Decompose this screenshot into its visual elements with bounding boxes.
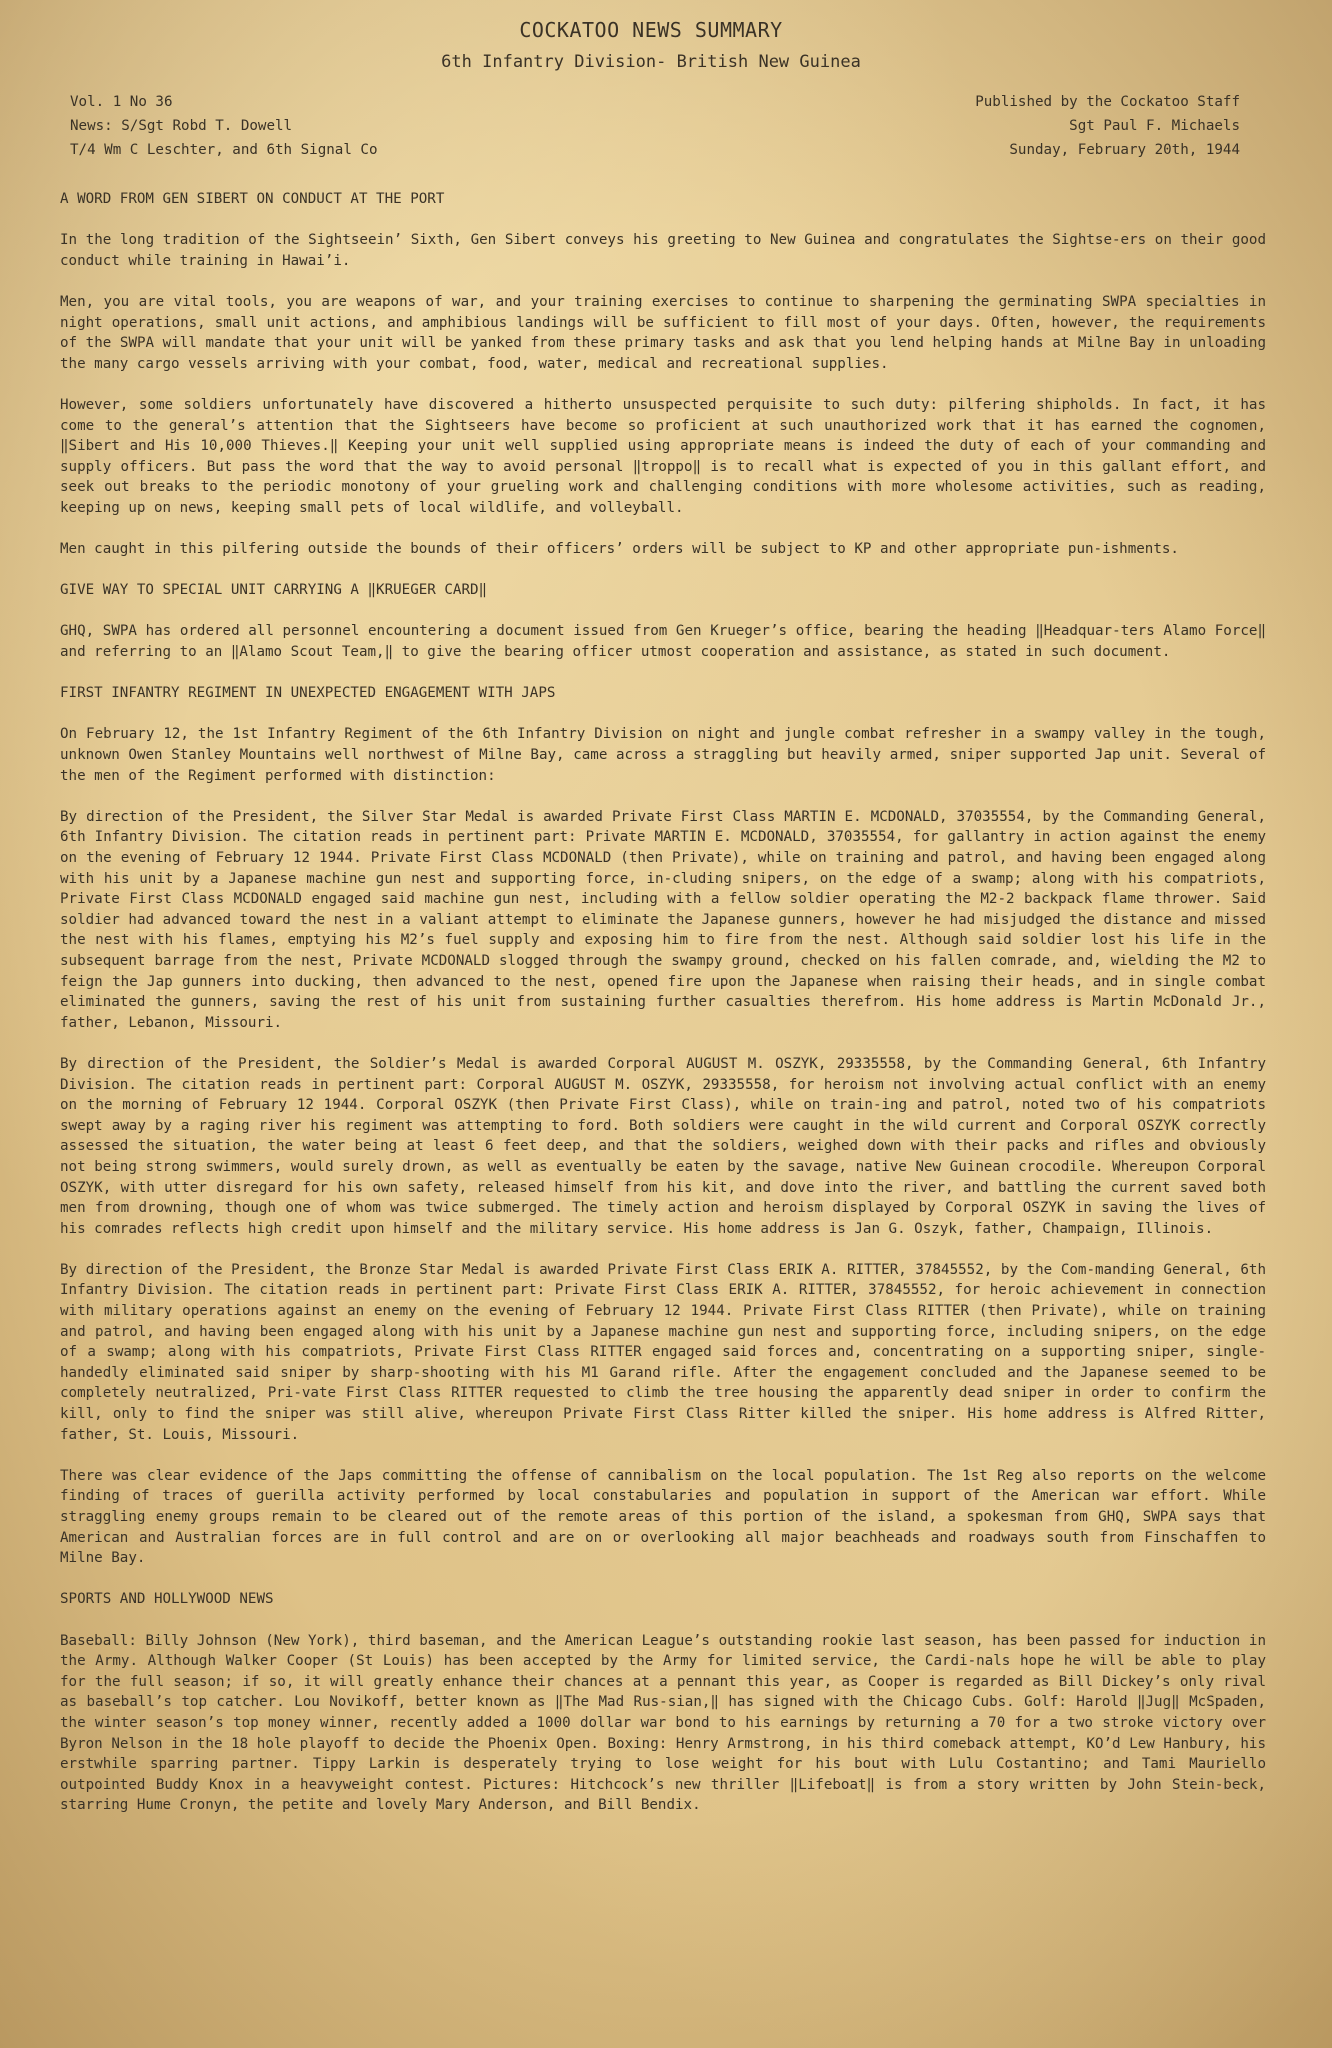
- publisher-info: [975, 90, 1240, 162]
- paragraph: By direction of the President, the Bronze Star Medal is awarded Private First Class ERIK A. RITTER, 37845552, by the Com-manding General, 6th Infantry Division. The citation reads in pertinent part: Private First Class ERIK A. RITTER, 37845552, for heroic achievement in connection with military operations against an enemy on the evening of February 12 1944. Private First Class RITTER (then Private), while on training and patrol, and having been engaged along with his unit by a Japanese machine gun nest and supporting force, including snipers, on the edge of a swamp; along with his compatriots, Private First Class RITTER engaged said forces and, concentrating on a supporting sniper, single-handedly eliminated said sniper by sharp-shooting with his M1 Garand rifle. After the engagement concluded and the Japanese seemed to be completely neutralized, Pri-vate First Class RITTER requested to climb the tree housing the apparently dead sniper in order to confirm the kill, only to find the sniper was still alive, whereupon Private First Class Ritter killed the sniper. His home address is Alfred Ritter, father, St. Louis, Missouri.: [60, 1261, 1266, 1443]
- publisher: Published by the Cockatoo Staff: [975, 94, 1240, 110]
- paragraph: However, some soldiers unfortunately have discovered a hitherto unsuspected perquisite to such duty: pilfering shipholds. In fact, it has come to the general’s attention that the Sightseers have become so proficient at such unauthorized work that it has earned the cognomen, ‖Sibert and His 10,000 Thieves.‖ Keeping your unit well supplied using appropriate means is indeed the duty of each of your commanding and supply officers. But pass the word that the way to avoid personal ‖troppo‖ is to recall what is expected of you in this gallant effort, and seek out breaks to the periodic monotony of your grueling work and challenging conditions with more wholesome activities, such as reading, keeping up on news, keeping small pets of local wildlife, and volleyball.: [60, 396, 1266, 516]
- issue-info: [70, 90, 378, 162]
- article-body: [60, 189, 1266, 1837]
- editor: Sgt Paul F. Michaels: [1069, 118, 1240, 134]
- section-heading: A WORD FROM GEN SIBERT ON CONDUCT AT THE PORT: [60, 191, 445, 207]
- section-sibert-conduct: [60, 189, 1266, 560]
- paragraph: Men caught in this pilfering outside the bounds of their officers’ orders will be subject to KP and other appropriate pun-ishments.: [60, 541, 1179, 558]
- issue-volume: Vol. 1 No 36: [70, 94, 173, 110]
- section-heading: GIVE WAY TO SPECIAL UNIT CARRYING A ‖KRUEGER CARD‖: [60, 582, 488, 599]
- section-first-infantry: [60, 683, 1266, 1569]
- issue-date: Sunday, February 20th, 1944: [1009, 142, 1240, 158]
- news-staff: News: S/Sgt Robd T. Dowell: [70, 118, 293, 134]
- news-staff-2: T/4 Wm C Leschter, and 6th Signal Co: [70, 142, 378, 158]
- paragraph: Men, you are vital tools, you are weapons of war, and your training exercises to continue to sharpening the germinating SWPA specialties in night operations, small unit actions, and amphibious landings will be sufficient to fill most of your days. Often, however, the requirements of the SWPA will mandate that your unit will be yanked from these primary tasks and ask that you lend helping hands at Milne Bay in unloading the many cargo vessels arriving with your combat, food, water, medical and recreational supplies.: [60, 293, 1266, 372]
- paragraph: GHQ, SWPA has ordered all personnel encountering a document issued from Gen Krueger’s office, bearing the heading ‖Headquar-ters Alamo Force‖ and referring to an ‖Alamo Scout Team,‖ to give the bearing officer utmost cooperation and assistance, as stated in such document.: [60, 623, 1266, 661]
- paragraph: By direction of the President, the Soldier’s Medal is awarded Corporal AUGUST M. OSZYK, 29335558, by the Commanding General, 6th Infantry Division. The citation reads in pertinent part: Corporal AUGUST M. OSZYK, 29335558, for heroism not involving actual conflict with an enemy on the morning of February 12 1944. Corporal OSZYK (then Private First Class), while on train-ing and patrol, noted two of his compatriots swept away by a raging river his regiment was attempting to ford. Both soldiers were caught in the wild current and Corporal OSZYK correctly assessed the situation, the water being at least 6 feet deep, and that the soldiers, weighed down with their packs and rifles and obviously not being strong swimmers, would surely drown, as well as eventually be eaten by the savage, native New Guinean crocodile. Whereupon Corporal OSZYK, with utter disregard for his own safety, released himself from his kit, and dove into the river, and battling the current saved both men from drowning, though one of whom was twice submerged. The timely action and heroism displayed by Corporal OSZYK in saving the lives of his comrades reflects high credit upon himself and the military service. His home address is Jan G. Oszyk, father, Champaign, Illinois.: [60, 1055, 1266, 1237]
- paragraph: Baseball: Billy Johnson (New York), third baseman, and the American League’s outstanding rookie last season, has been passed for induction in the Army. Although Walker Cooper (St Louis) has been accepted by the Army for limited service, the Cardi-nals hope he will be able to play for the full season; if so, it will greatly enhance their chances at a pennant this year, as Cooper is regarded as Bill Dickey’s only rival as baseball’s top catcher. Lou Novikoff, better known as ‖The Mad Rus-sian,‖ has signed with the Chicago Cubs. Golf: Harold ‖Jug‖ McSpaden, the winter season’s top money winner, recently added a 1000 dollar war bond to his earnings by returning a 70 for a two stroke victory over Byron Nelson in the 18 hole playoff to decide the Phoenix Open. Boxing: Henry Armstrong, in his third comeback attempt, KO’d Lew Hanbury, his erstwhile sparring partner. Tippy Larkin is desperately trying to lose weight for his bout with Lulu Costantino; and Tami Mauriello outpointed Buddy Knox in a heavyweight contest. Pictures: Hitchcock’s new thriller ‖Lifeboat‖ is from a story written by John Stein-beck, starring Hume Cronyn, the petite and lovely Mary Anderson, and Bill Bendix.: [60, 1632, 1266, 1814]
- section-krueger-card: [60, 580, 1266, 662]
- masthead-subtitle: 6th Infantry Division- British New Guinea: [441, 52, 861, 72]
- section-heading: FIRST INFANTRY REGIMENT IN UNEXPECTED ENGAGEMENT WITH JAPS: [60, 685, 556, 702]
- masthead-title: COCKATOO NEWS SUMMARY: [519, 18, 783, 42]
- paragraph: On February 12, the 1st Infantry Regiment of the 6th Infantry Division on night and jungle combat refresher in a swampy valley in the tough, unknown Owen Stanley Mountains well northwest of Milne Bay, came across a straggling but heavily armed, sniper supported Jap unit. Several of the men of the Regiment performed with distinction:: [60, 726, 1266, 784]
- paragraph: There was clear evidence of the Japs committing the offense of cannibalism on the local population. The 1st Reg also reports on the welcome finding of traces of guerilla activity performed by local constabularies and population in support of the American war effort. While straggling enemy groups remain to be cleared out of the remote areas of this portion of the island, a spokesman from GHQ, SWPA says that American and Australian forces are in full control and are on or overlooking all major beachheads and roadways south from Finschaffen to Milne Bay.: [60, 1467, 1266, 1567]
- paragraph: In the long tradition of the Sightseein’ Sixth, Gen Sibert conveys his greeting to New Guinea and congratulates the Sightse-ers on their good conduct while training in Hawai’i.: [60, 232, 1266, 269]
- section-heading: SPORTS AND HOLLYWOOD NEWS: [60, 1591, 274, 1608]
- paragraph: By direction of the President, the Silver Star Medal is awarded Private First Class MARTIN E. MCDONALD, 37035554, by the Commanding General, 6th Infantry Division. The citation reads in pertinent part: Private MARTIN E. MCDONALD, 37035554, for gallantry in action against the enemy on the evening of February 12 1944. Private First Class MCDONALD (then Private), while on training and patrol, and having been engaged along with his unit by a Japanese machine gun nest and supporting force, in-cluding snipers, on the edge of a swamp; along with his compatriots, Private First Class MCDONALD engaged said machine gun nest, including with a fellow soldier operating the M2-2 backpack flame thrower. Said soldier had advanced toward the nest in a valiant attempt to eliminate the Japanese gunners, however he had misjudged the distance and missed the nest with his flames, emptying his M2’s fuel supply and exposing him to fire from the nest. Although said soldier lost his life in the subsequent barrage from the nest, Private MCDONALD slogged through the swampy ground, checked on his fallen comrade, and, wielding the M2 to feign the Jap gunners into ducking, then advanced to the nest, opened fire upon the Japanese when raising their heads, and in single combat eliminated the gunners, saving the rest of his unit from sustaining further casualties therefrom. His home address is Martin McDonald Jr., father, Lebanon, Missouri.: [60, 808, 1266, 1031]
- section-sports-hollywood: [60, 1589, 1266, 1816]
